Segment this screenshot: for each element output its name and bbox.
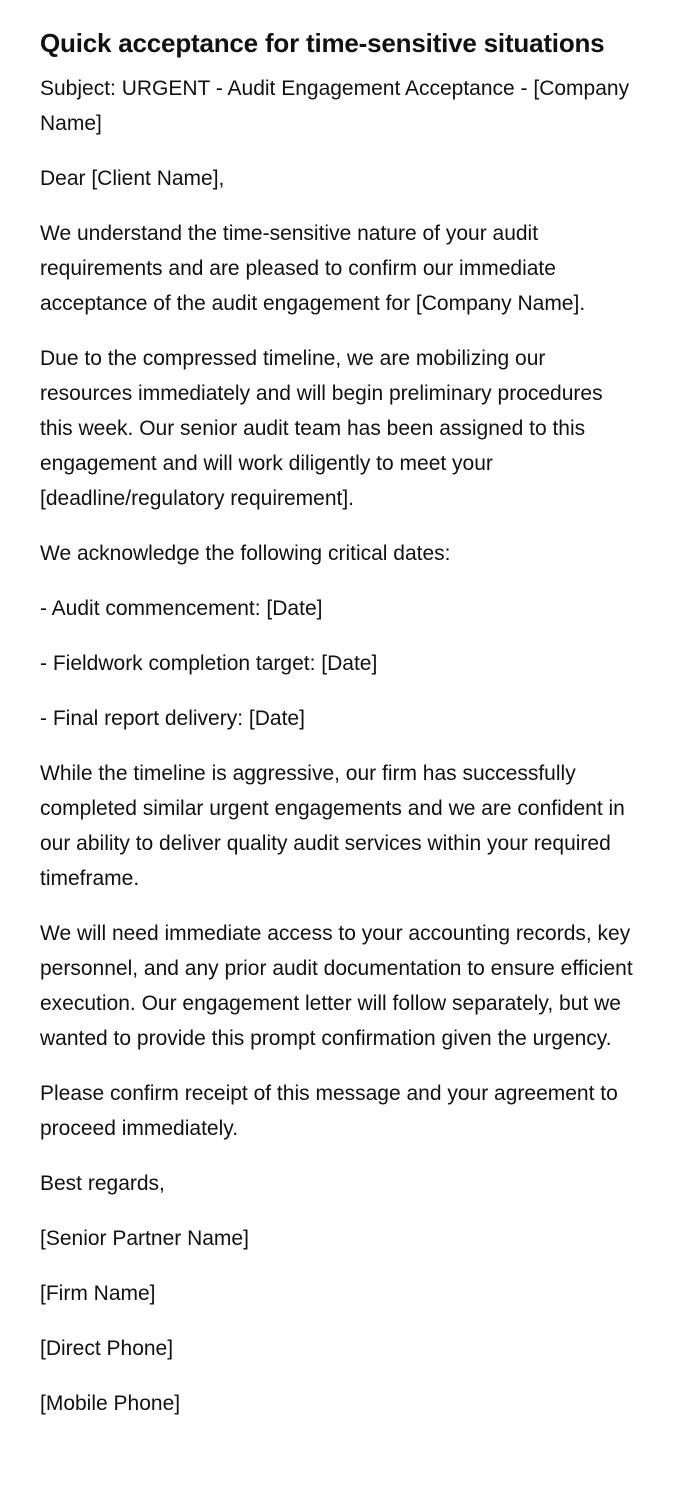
paragraph: [Senior Partner Name] — [40, 1227, 249, 1250]
paragraph: While the timeline is aggressive, our firm has successfully completed similar urgent engagements and we are confident in our ability to deliver quality audit services within your required timeframe. — [40, 762, 625, 890]
paragraph: [Firm Name] — [40, 1282, 156, 1305]
paragraph: We understand the time-sensitive nature of your audit requirements and are pleased to confirm our immediate acceptance of the audit engagement for [Company Name]. — [40, 222, 586, 315]
paragraph: Subject: URGENT - Audit Engagement Acceptance - [Company Name] — [40, 77, 630, 135]
paragraph: [Mobile Phone] — [40, 1392, 181, 1415]
paragraph: - Fieldwork completion target: [Date] — [40, 652, 378, 675]
paragraph: - Audit commencement: [Date] — [40, 597, 323, 620]
paragraph: We will need immediate access to your accounting records, key personnel, and any prior audit documentation to ensure efficient execution. Our engagement letter will follow separately, but we wanted to provide this prompt confirmation given the urgency. — [40, 922, 633, 1050]
paragraph: We acknowledge the following critical dates: — [40, 542, 451, 565]
page-title: Quick acceptance for time-sensitive situations — [40, 28, 605, 58]
paragraph: Dear [Client Name], — [40, 167, 225, 190]
paragraph: Please confirm receipt of this message and your agreement to proceed immediately. — [40, 1082, 618, 1140]
document-body — [40, 71, 640, 1421]
paragraph: [Direct Phone] — [40, 1337, 174, 1360]
paragraph: Best regards, — [40, 1172, 165, 1195]
paragraph: - Final report delivery: [Date] — [40, 707, 305, 730]
paragraph: Due to the compressed timeline, we are mobilizing our resources immediately and will begin preliminary procedures this week. Our senior audit team has been assigned to this engagement and will work diligently to meet your [deadline/regulatory requirement]. — [40, 347, 603, 510]
